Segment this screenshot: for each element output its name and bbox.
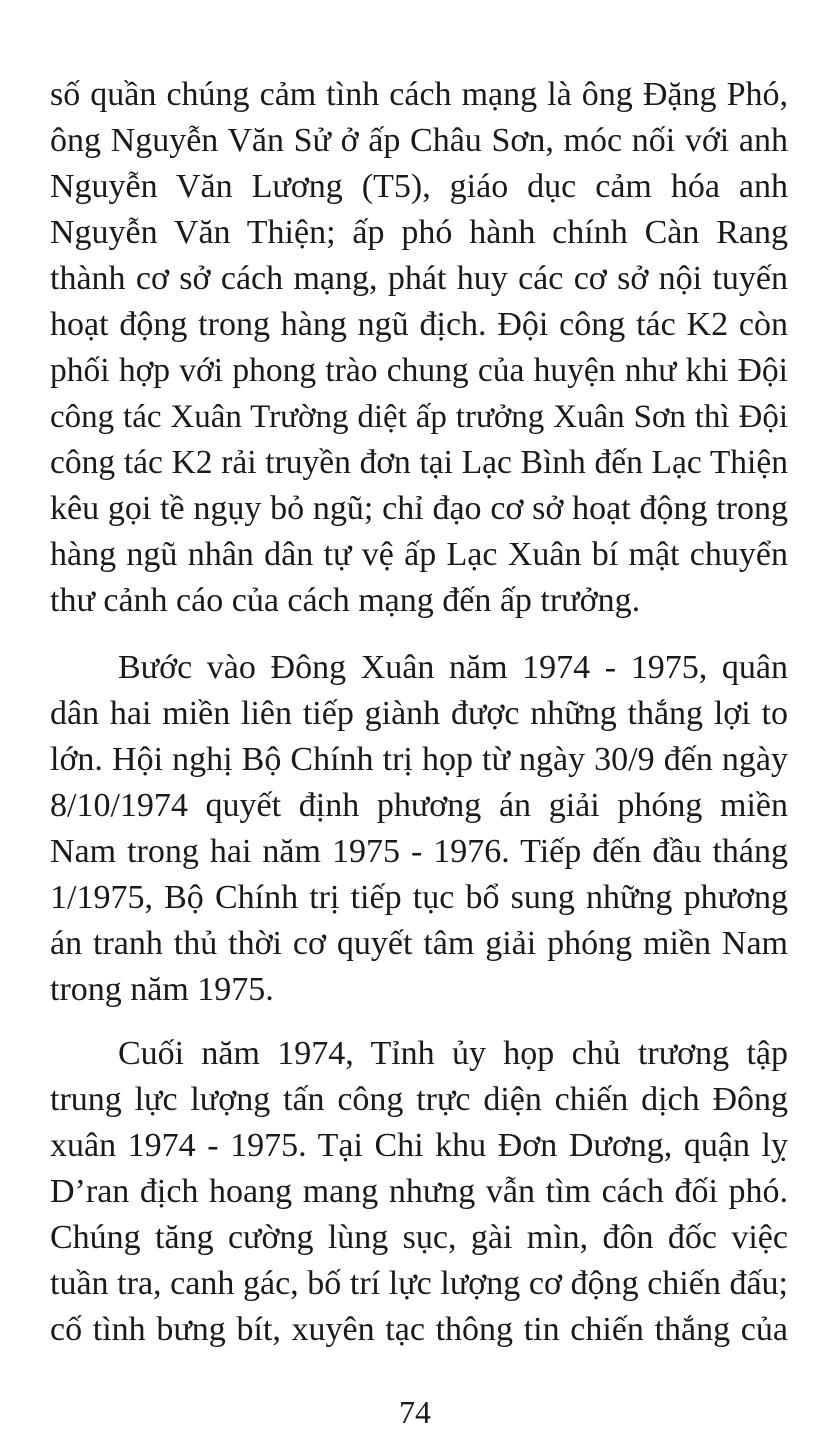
text-line: thành cơ sở cách mạng, phát huy các cơ sở nội tuyến — [50, 260, 788, 297]
text-line: Chúng tăng cường lùng sục, gài mìn, đôn đốc việc — [50, 1219, 788, 1256]
text-line: xuân 1974 - 1975. Tại Chi khu Đơn Dương, quận lỵ — [50, 1127, 788, 1164]
text-line: hoạt động trong hàng ngũ địch. Đội công tác K2 còn — [50, 306, 788, 343]
text-line: công tác Xuân Trường diệt ấp trưởng Xuân Sơn thì Đội — [50, 399, 788, 435]
text-line: án tranh thủ thời cơ quyết tâm giải phóng miền Nam — [50, 925, 788, 962]
text-line: lớn. Hội nghị Bộ Chính trị họp từ ngày 30/9 đến ngày — [50, 741, 788, 778]
text-line: thư cảnh cáo của cách mạng đến ấp trưởng. — [50, 582, 641, 619]
page-number: 74 — [399, 1394, 431, 1430]
paragraph-2 — [50, 645, 788, 1013]
text-line: 1/1975, Bộ Chính trị tiếp tục bổ sung những phương — [50, 879, 788, 916]
text-line: ông Nguyễn Văn Sử ở ấp Châu Sơn, móc nối với anh — [50, 122, 788, 159]
text-line: trong năm 1975. — [50, 971, 274, 1008]
text-line: 8/10/1974 quyết định phương án giải phóng miền — [50, 787, 788, 824]
text-line: hàng ngũ nhân dân tự vệ ấp Lạc Xuân bí mật chuyển — [50, 536, 788, 573]
paragraph-1 — [50, 72, 788, 624]
text-line: cố tình bưng bít, xuyên tạc thông tin chiến thắng của — [50, 1311, 788, 1348]
text-line: Bước vào Đông Xuân năm 1974 - 1975, quân — [118, 649, 788, 686]
paragraph-3 — [50, 1031, 788, 1353]
text-line: Nam trong hai năm 1975 - 1976. Tiếp đến đầu tháng — [50, 833, 788, 870]
text-line: dân hai miền liên tiếp giành được những thắng lợi to — [50, 695, 788, 732]
text-line: Nguyễn Văn Lương (T5), giáo dục cảm hóa anh — [50, 168, 788, 205]
text-line: trung lực lượng tấn công trực diện chiến dịch Đông — [50, 1081, 788, 1118]
text-line: số quần chúng cảm tình cách mạng là ông Đặng Phó, — [50, 76, 788, 113]
text-line: phối hợp với phong trào chung của huyện như khi Đội — [50, 352, 788, 389]
text-line: Cuối năm 1974, Tỉnh ủy họp chủ trương tập — [118, 1035, 788, 1072]
text-line: tuần tra, canh gác, bố trí lực lượng cơ động chiến đấu; — [50, 1265, 788, 1302]
text-line: công tác K2 rải truyền đơn tại Lạc Bình đến Lạc Thiện — [50, 444, 788, 481]
text-line: kêu gọi tề ngụy bỏ ngũ; chỉ đạo cơ sở hoạt động trong — [50, 490, 788, 527]
text-line: D’ran địch hoang mang nhưng vẫn tìm cách đối phó. — [50, 1173, 788, 1210]
text-line: Nguyễn Văn Thiện; ấp phó hành chính Càn Rang — [50, 214, 788, 251]
